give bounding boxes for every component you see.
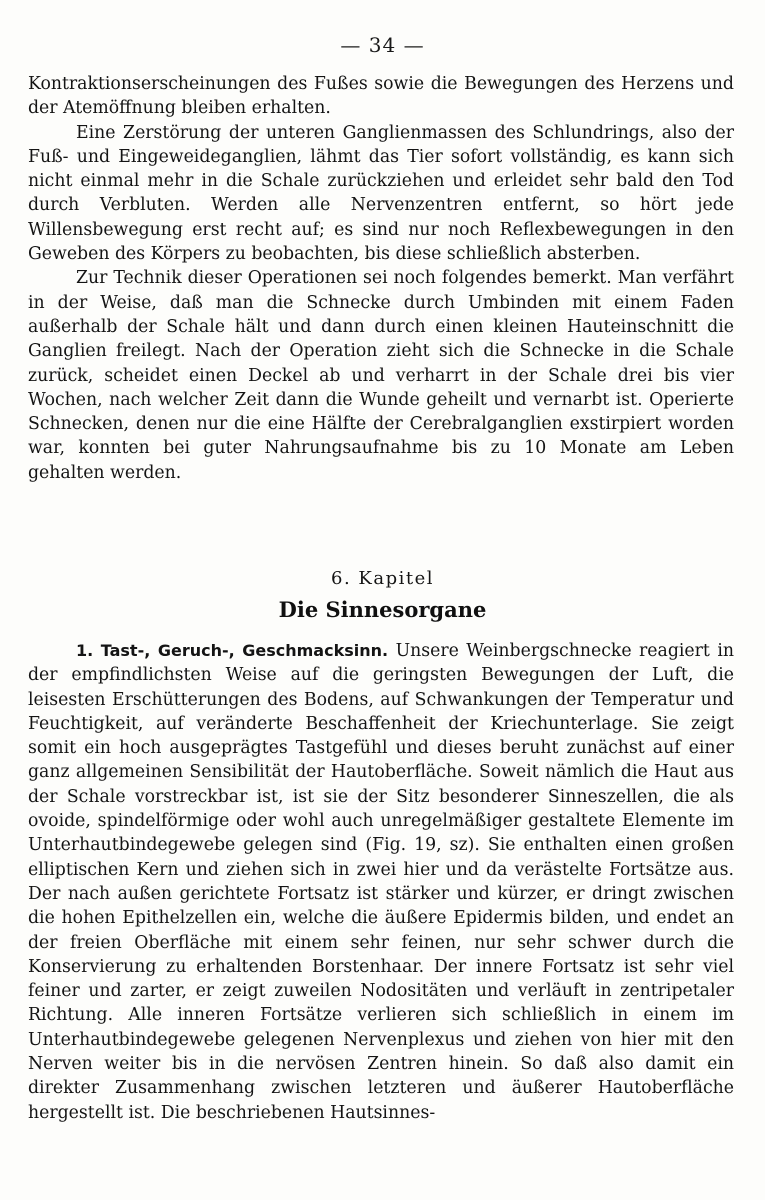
section-heading: 1. Tast-, Geruch-, Geschmacksinn.	[76, 641, 389, 660]
paragraph-operation-technique: Zur Technik dieser Operationen sei noch folgendes bemerkt. Man verfährt in der Weise, daß man die Schnecke durch Umbinden mit einem Faden außerhalb der Schale hält und dann durch einen kleinen Hauteinschnitt die Ganglien freilegt. Nach der Operation zieht sich die Schnecke in die Schale zurück, scheidet einen Deckel ab und verharrt in der Schale drei bis vier Wochen, nach welcher Zeit dann die Wunde geheilt und vernarbt ist. Operierte Schnecken, denen nur die eine Hälfte der Cerebralganglien exstirpiert worden war, konnten bei guter Nahrungsaufnahme bis zu 10 Monate am Leben gehalten werden.	[28, 268, 734, 483]
section-body: Unsere Weinbergschnecke reagiert in der empfindlichsten Weise auf die geringsten Bewegungen der Luft, die leisesten Erschütterungen des Bodens, auf Schwankungen der Temperatur und Feuchtigkeit, auf veränderte Beschaffenheit der Kriechunterlage. Sie zeigt somit ein hoch ausgeprägtes Tastgefühl und dieses beruht zunächst auf einer ganz allgemeinen Sensibilität der Hautoberfläche. Soweit nämlich die Haut aus der Schale vorstreckbar ist, ist sie der Sitz besonderer Sinneszellen, die als ovoide, spindelförmige oder wohl auch unregelmäßiger gestaltete Elemente im Unterhautbindegewebe gelegen sind (Fig. 19, sz). Sie enthalten einen großen elliptischen Kern und ziehen sich in zwei hier und da verästelte Fortsätze aus. Der nach außen gerichtete Fortsatz ist stärker und kürzer, er dringt zwischen die hohen Epithelzellen ein, welche die äußere Epidermis bilden, und endet an der freien Oberfläche mit einem sehr feinen, nur sehr schwer durch die Konservierung zu erhaltenden Borstenhaar. Der innere Fortsatz ist sehr viel feiner und zarter, er zeigt zuweilen Nodositäten und verläuft in zentripetaler Richtung. Alle inneren Fortsätze verlieren sich schließlich in einem im Unterhautbindegewebe gelegenen Nervenplexus und ziehen von hier mit den Nerven weiter bis in die nervösen Zentren hinein. So daß also damit ein direkter Zusammenhang zwischen letzteren und äußerer Hautoberfläche hergestellt ist. Die beschriebenen Hautsinnes-	[28, 641, 734, 1123]
paragraph-continuation: Kontraktionserscheinungen des Fußes sowie die Bewegungen des Herzens und der Atemöffnung bleiben erhalten.	[28, 74, 734, 119]
chapter-title: Die Sinnesorgane	[278, 597, 487, 622]
paragraph-touch-sense	[28, 639, 734, 1125]
text-block-top	[28, 72, 734, 485]
page-number: — 34 —	[340, 33, 425, 57]
chapter-number: 6. Kapitel	[331, 568, 434, 589]
text-block-bottom	[28, 639, 734, 1125]
paragraph-ganglia-destruction: Eine Zerstörung der unteren Ganglienmassen des Schlundrings, also der Fuß- und Eingeweideganglien, lähmt das Tier sofort vollständig, es kann sich nicht einmal mehr in die Schale zurückziehen und erleidet sehr bald den Tod durch Verbluten. Werden alle Nervenzentren entfernt, so hört jede Willensbewegung erst recht auf; es sind nur noch Reflexbewegungen in den Geweben des Körpers zu beobachten, bis diese schließlich absterben.	[28, 122, 734, 265]
